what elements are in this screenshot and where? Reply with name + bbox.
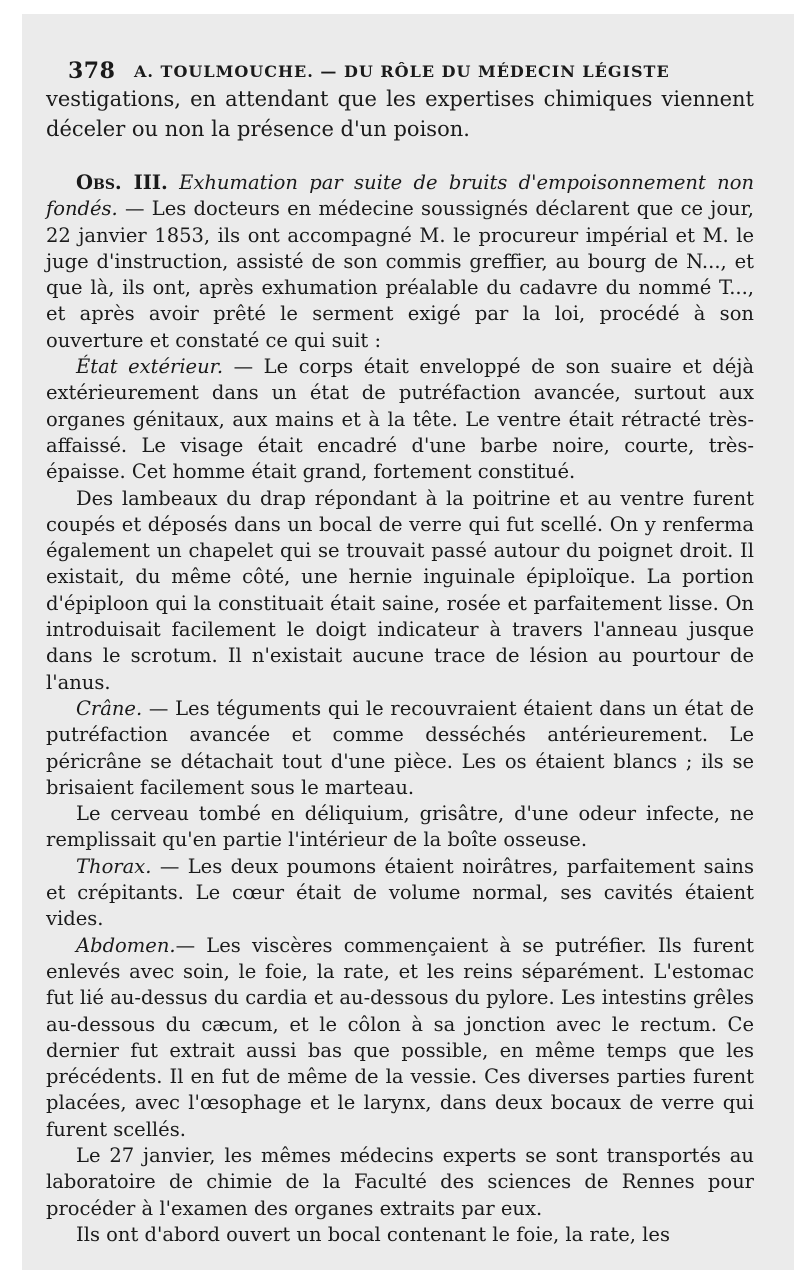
page-body bbox=[46, 84, 754, 1248]
section-text: — Le corps était enveloppé de son suaire et déjà extérieurement dans un état de putréfaction avancée, surtout aux organes génitaux, aux mains et à la tête. Le ventre était rétracté très-affaissé. Le visage était encadré d'une barbe noire, courte, très-épaisse. Cet homme était grand, fortement constitué. bbox=[46, 355, 754, 484]
paragraph: Le cerveau tombé en déliquium, grisâtre, d'une odeur infecte, ne remplissait qu'en partie l'intérieur de la boîte osseuse. bbox=[46, 802, 754, 852]
running-title: A. TOULMOUCHE. — DU RÔLE DU MÉDECIN LÉGISTE bbox=[134, 62, 670, 81]
paragraph: Le 27 janvier, les mêmes médecins experts se sont transportés au laboratoire de chimie de la Faculté des sciences de Rennes pour procéder à l'examen des organes extraits par eux. bbox=[46, 1143, 754, 1220]
section-abdomen bbox=[46, 933, 754, 1143]
section-heading: État extérieur. bbox=[76, 355, 224, 379]
page-number: 378 bbox=[68, 58, 116, 84]
section-thorax bbox=[46, 854, 754, 933]
section-heading: Thorax. bbox=[76, 854, 152, 878]
section-heading: Crâne. bbox=[76, 696, 143, 720]
observation-text: — Les docteurs en médecine soussignés déclarent que ce jour, 22 janvier 1853, ils ont accompagné M. le procureur impérial et M. le juge d'instruction, assisté de son commis greffier, au bourg de N..., et que là, ils ont, après exhumation préalable du cadavre du nommé T..., et après avoir prêté le serment exigé par la loi, procédé à son ouverture et constaté ce qui suit : bbox=[46, 197, 754, 352]
section-text: — Les téguments qui le recouvraient étaient dans un état de putréfaction avancée et comme desséchés antérieurement. Le péricrâne se détachait tout d'une pièce. Les os étaient blancs ; ils se brisaient facilement sous le marteau. bbox=[46, 696, 754, 799]
section-heading: Abdomen. bbox=[76, 933, 176, 957]
paragraph-continuation: vestigations, en attendant que les expertises chimiques viennent déceler ou non la présence d'un poison. bbox=[46, 87, 754, 141]
observation-label: Obs. III. bbox=[76, 171, 168, 194]
observation-title: Exhumation par suite de bruits d'empoisonnement non fondés. bbox=[46, 171, 754, 221]
paragraph: Ils ont d'abord ouvert un bocal contenant le foie, la rate, les bbox=[76, 1222, 670, 1246]
paragraph: Des lambeaux du drap répondant à la poitrine et au ventre furent coupés et déposés dans un bocal de verre qui fut scellé. On y renferma également un chapelet qui se trouvait passé autour du poignet droit. Il existait, du même côté, une hernie inguinale épiploïque. La portion d'épiploon qui la constituait était saine, rosée et parfaitement lisse. On introduisait facilement le doigt indicateur à travers l'anneau jusque dans le scrotum. Il n'existait aucune trace de lésion au pourtour de l'anus. bbox=[46, 486, 754, 694]
section-text: — Les deux poumons étaient noirâtres, parfaitement sains et crépitants. Le cœur était de volume normal, ses cavités étaient vides. bbox=[46, 854, 754, 931]
observation-paragraph bbox=[46, 170, 754, 354]
section-external-state bbox=[46, 354, 754, 485]
section-text: — Les viscères commençaient à se putréfier. Ils furent enlevés avec soin, le foie, la rate, et les reins séparément. L'estomac fut lié au-dessus du cardia et au-dessous du pylore. Les intestins grêles au-dessous du cæcum, et le côlon à sa jonction avec le rectum. Ce dernier fut extrait aussi bas que possible, en même temps que les précédents. Il en fut de même de la vessie. Ces diverses parties furent placées, avec l'œsophage et le larynx, dans deux bocaux de verre qui furent scellés. bbox=[46, 933, 754, 1141]
section-skull bbox=[46, 696, 754, 801]
